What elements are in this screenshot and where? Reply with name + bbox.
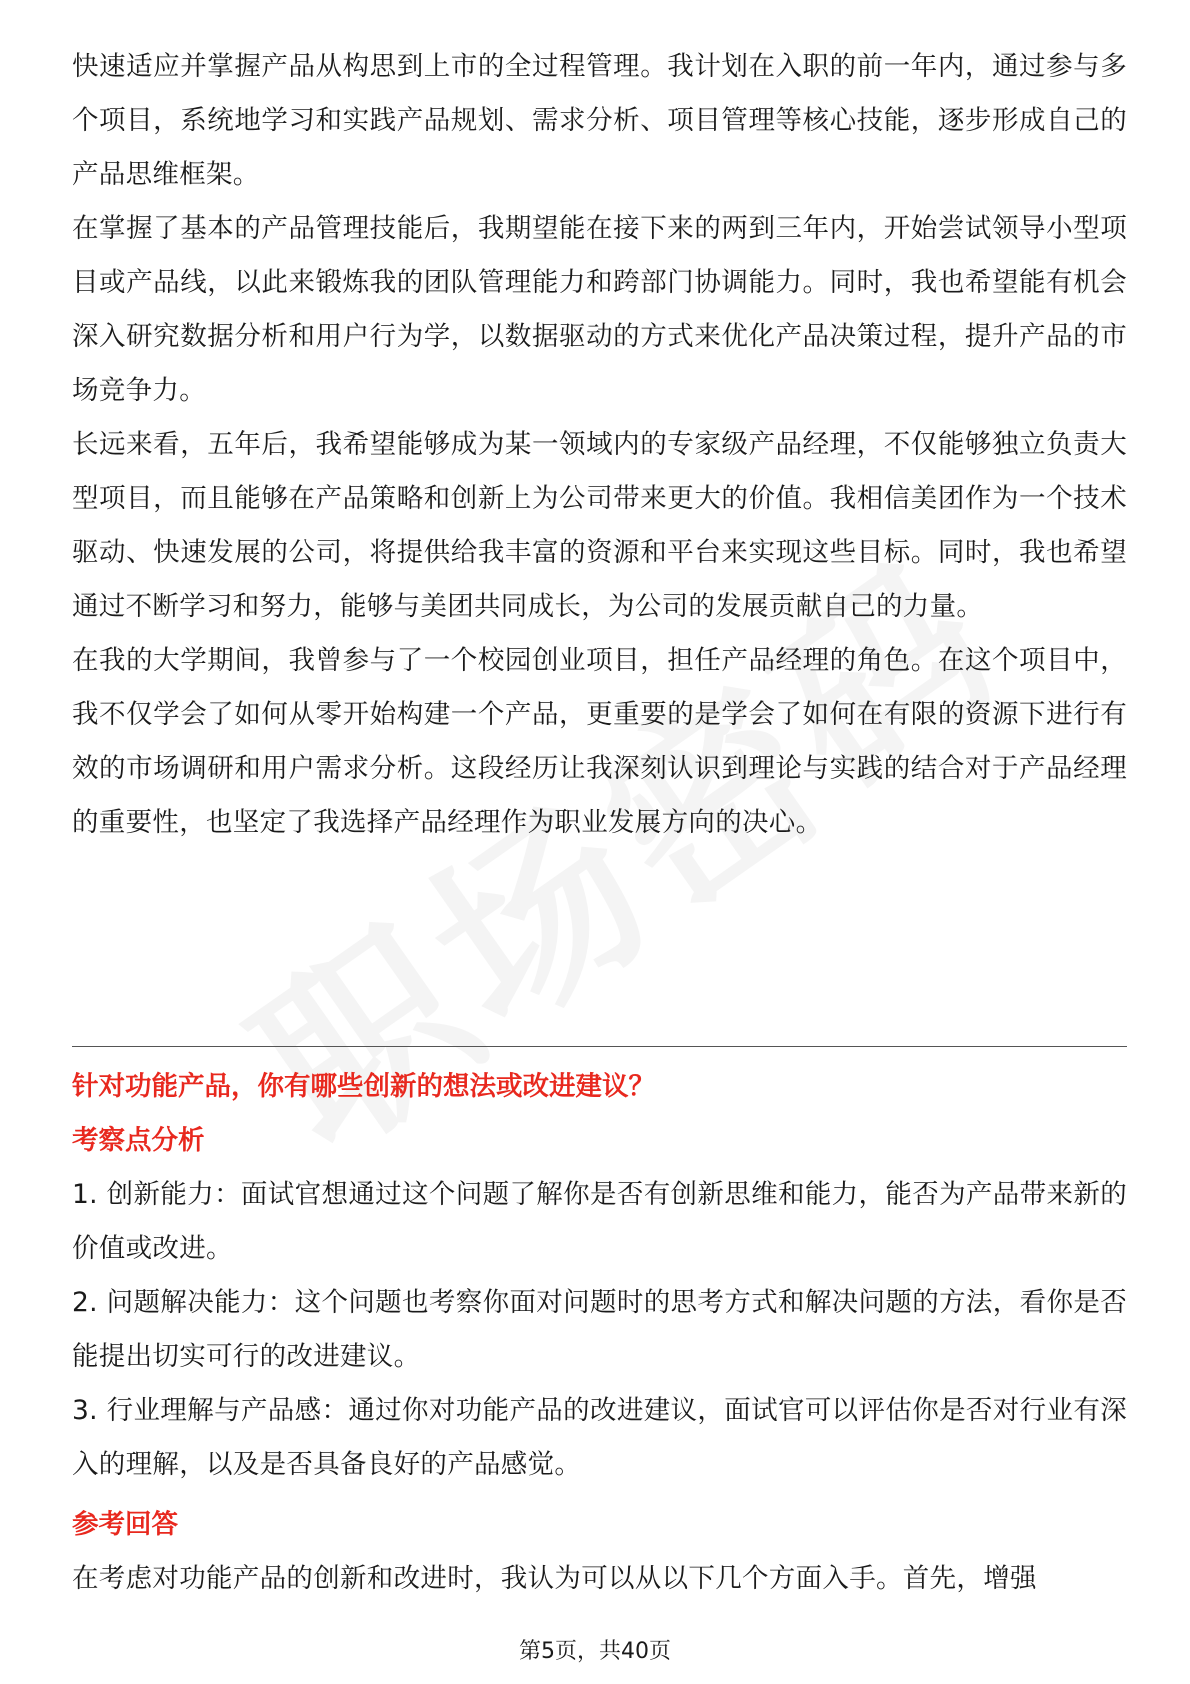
section-divider <box>72 1046 1127 1047</box>
analysis-item: 2. 问题解决能力：这个问题也考察你面对问题时的思考方式和解决问题的方法，看你是否能提出切实可行的改进建议。 <box>72 1287 1127 1372</box>
question-section <box>72 1060 1127 1606</box>
reference-text: 在考虑对功能产品的创新和改进时，我认为可以从以下几个方面入手。首先，增强 <box>72 1563 1037 1594</box>
analysis-heading: 考察点分析 <box>72 1125 205 1156</box>
paragraph: 在我的大学期间，我曾参与了一个校园创业项目，担任产品经理的角色。在这个项目中，我不仅学会了如何从零开始构建一个产品，更重要的是学会了如何在有限的资源下进行有效的市场调研和用户需求分析。这段经历让我深刻认识到理论与实践的结合对于产品经理的重要性，也坚定了我选择产品经理作为职业发展方向的决心。 <box>72 645 1127 838</box>
analysis-item: 1. 创新能力：面试官想通过这个问题了解你是否有创新思维和能力，能否为产品带来新的价值或改进。 <box>72 1179 1127 1264</box>
question-title: 针对功能产品，你有哪些创新的想法或改进建议？ <box>72 1071 655 1102</box>
analysis-item: 3. 行业理解与产品感：通过你对功能产品的改进建议，面试官可以评估你是否对行业有深入的理解，以及是否具备良好的产品感觉。 <box>72 1395 1127 1480</box>
page-number: 第5页，共40页 <box>519 1639 671 1664</box>
paragraph: 长远来看，五年后，我希望能够成为某一领域内的专家级产品经理，不仅能够独立负责大型项目，而且能够在产品策略和创新上为公司带来更大的价值。我相信美团作为一个技术驱动、快速发展的公司，将提供给我丰富的资源和平台来实现这些目标。同时，我也希望通过不断学习和努力，能够与美团共同成长，为公司的发展贡献自己的力量。 <box>72 429 1127 622</box>
reference-heading: 参考回答 <box>72 1509 178 1540</box>
paragraph: 快速适应并掌握产品从构思到上市的全过程管理。我计划在入职的前一年内，通过参与多个项目，系统地学习和实践产品规划、需求分析、项目管理等核心技能，逐步形成自己的产品思维框架。 <box>72 51 1127 190</box>
body-text <box>72 40 1127 850</box>
paragraph: 在掌握了基本的产品管理技能后，我期望能在接下来的两到三年内，开始尝试领导小型项目或产品线，以此来锻炼我的团队管理能力和跨部门协调能力。同时，我也希望能有机会深入研究数据分析和用户行为学，以数据驱动的方式来优化产品决策过程，提升产品的市场竞争力。 <box>72 213 1127 406</box>
